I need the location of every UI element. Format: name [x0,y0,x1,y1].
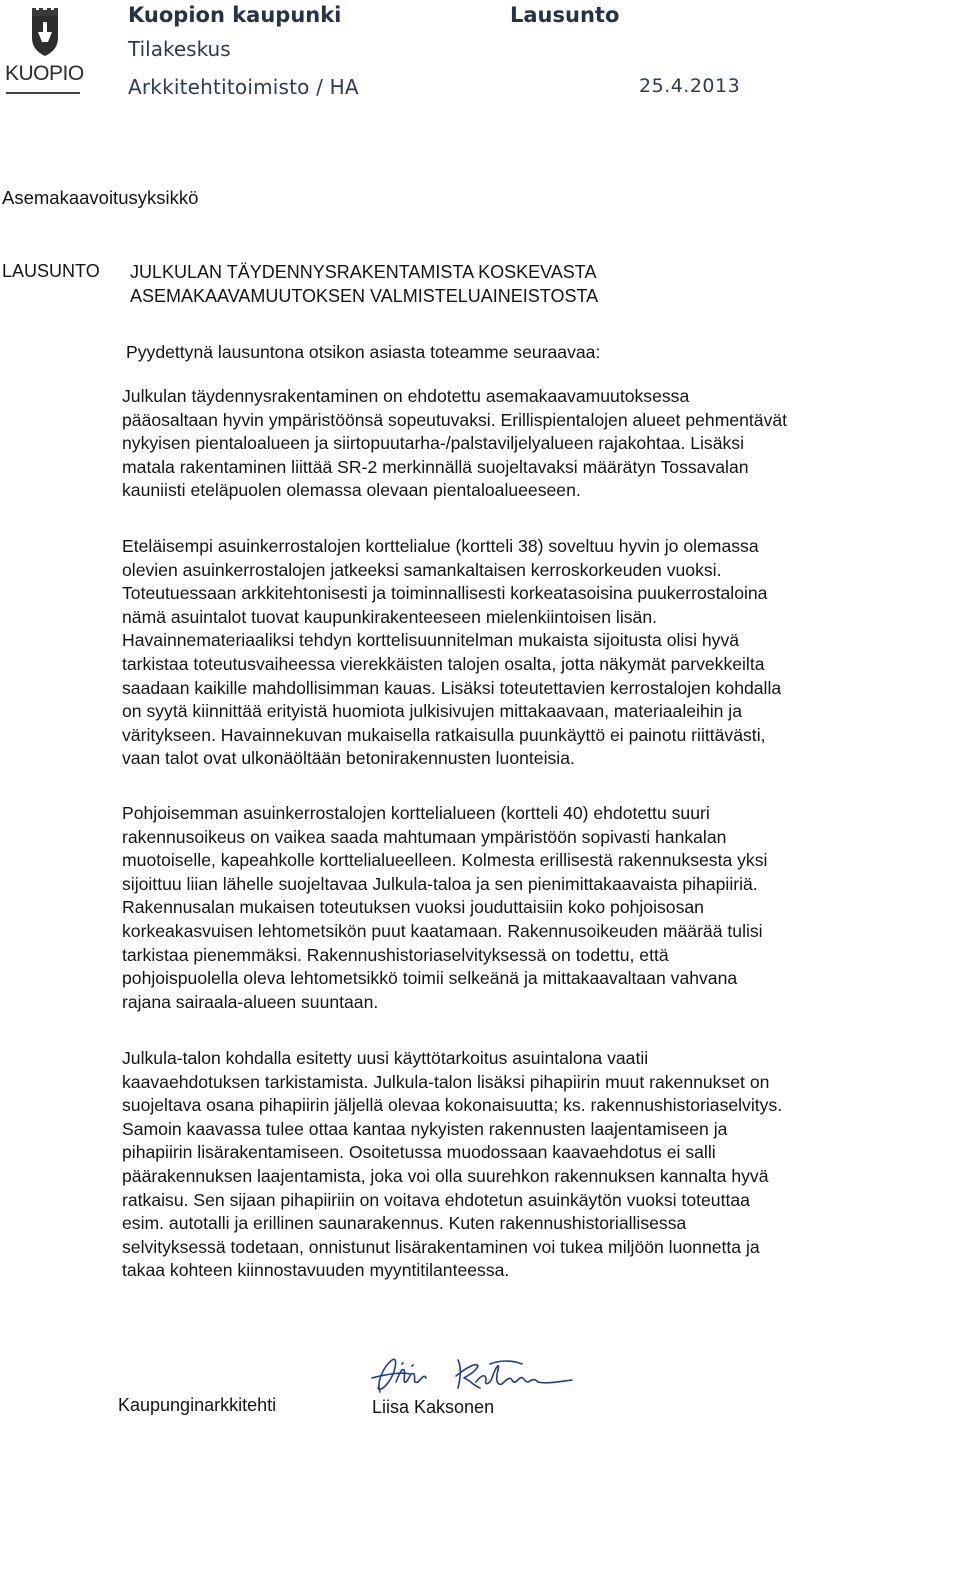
intro-sentence: Pyydettynä lausuntona otsikon asiasta toteamme seuraavaa: [126,342,601,362]
paragraph-line: takaa kohteen kiinnostavuuden myyntitilanteessa. [122,1260,510,1281]
logo-text: KUOPIO [5,62,84,85]
paragraph-line: Samoin kaavassa tulee ottaa kantaa nykyisten rakennusten laajentamiseen ja [122,1118,728,1139]
paragraph-line: tarkistaa toteutusvaiheessa vierekkäisten talojen osalta, jotta näkymät parvekkeilta [122,653,765,674]
paragraph-line: Julkula-talon kohdalla esitetty uusi käyttötarkoitus asuintalona vaatii [122,1048,649,1068]
paragraph-line: rakennusoikeus on vaikea saada mahtumaan ympäristöön sopivasti hankalan [122,826,727,847]
city-crest-icon [28,8,62,62]
paragraph-line: Julkulan täydennysrakentaminen on ehdotettu asemakaavamuutoksessa [122,386,690,406]
department-name: Arkkitehtitoimisto / HA [128,75,359,99]
paragraph-line: on syytä kiinnittää erityistä huomiota julkisivujen mittakaavaan, materiaaleihin ja [122,701,742,722]
paragraph-line: saadaan kaikille mahdollisimman kauas. Lisäksi toteutettavien kerrostalojen kohdalla [122,677,782,698]
paragraph-line: tarkistaa pienemmäksi. Rakennushistoriaselvityksessä on todettu, että [122,944,669,965]
kuopio-logo [4,4,82,96]
logo-divider [6,92,80,94]
paragraph-line: pihapiirin lisärakentamiseen. Osoitetussa muodossaan kaavaehdotus ei salli [122,1142,716,1163]
paragraph-line: rajana sairaala-alueen suuntaan. [122,991,379,1012]
signature-strokes [372,1359,572,1392]
paragraph-line: nämä asuintalot tuovat kaupunkirakenteeseen mielenkiintoisen lisän. [122,606,657,627]
paragraph-line: olevien asuinkerrostalojen jatkeeksi samankaltaisen kerroskorkeuden vuoksi. [122,559,722,580]
paragraph-line: Pohjoisemman asuinkerrostalojen korttelialueen (kortteli 40) ehdotettu suuri [122,803,710,823]
paragraph-line: Toteutuessaan arkkitehtonisesti ja toiminnallisesti korkeatasoisina puukerrostaloina [122,583,768,604]
paragraph [122,802,922,1014]
paragraph-line: kaavaehdotuksen tarkistamista. Julkula-talon lisäksi pihapiirin muut rakennukset on [122,1071,770,1092]
unit-name: Tilakeskus [128,37,231,61]
paragraph [122,385,922,503]
paragraph-line: sijoittuu liian lähelle suojeltavaa Julkula-taloa ja sen pienimittakaavaista pihapiiriä. [122,873,758,894]
paragraph [122,535,922,771]
paragraph-line: Rakennusalan mukaisen toteutuksen vuoksi jouduttaisiin koko pohjoisosan [122,897,704,918]
handwritten-signature [366,1352,584,1398]
paragraph-line: väritykseen. Havainnekuvan mukaisella ratkaisulla puunkäyttö ei painotu riittävästi, [122,724,766,745]
subject-heading [130,260,598,308]
subject-line: JULKULAN TÄYDENNYSRAKENTAMISTA KOSKEVASTA [130,262,597,282]
document-date: 25.4.2013 [639,75,741,97]
paragraph-line: ratkaisu. Sen sijaan pihapiiriin on voitava ehdotetun asuinkäytön vuoksi toteuttaa [122,1189,750,1210]
paragraph-line: pohjoispuolella oleva lehtometsikkö toimii selkeänä ja mittakaavaltaan vahvana [122,968,738,989]
paragraph-line: nykyisen pientaloalueen ja siirtopuutarha-/palstaviljelyalueen rajakohtaa. Lisäksi [122,433,745,454]
paragraph-line: suojeltava osana pihapiirin jäljellä olevaa kokonaisuutta; ks. rakennushistoriaselvitys. [122,1095,783,1116]
paragraph-line: pääosaltaan hyvin ympäristöönsä sopeutuvaksi. Erillispientalojen alueet pehmentävät [122,409,788,430]
paragraph-line: Eteläisempi asuinkerrostalojen korttelialue (kortteli 38) soveltuu hyvin jo olemassa [122,536,759,556]
paragraph-line: selvityksessä todetaan, onnistunut lisärakentaminen voi tukea miljöön luonnetta ja [122,1236,760,1257]
recipient: Asemakaavoitusyksikkö [2,187,199,208]
paragraph-line: korkeakasvuisen lehtometsikön puut kaatamaan. Rakennusoikeuden määrää tulisi [122,920,763,941]
paragraph-line: kauniisti eteläpuolen olemassa olevaan pientaloalueeseen. [122,480,581,501]
paragraph-line: matala rakentaminen liittää SR-2 merkinnällä suojeltavaksi määrätyn Tossavalan [122,456,749,477]
document-type: Lausunto [510,3,620,27]
paragraph-line: muotoiselle, kapeahkolle korttelialueelleen. Kolmesta erillisestä rakennuksesta yksi [122,850,768,871]
signer-name: Liisa Kaksonen [372,1397,495,1417]
paragraph [122,1047,922,1283]
paragraph-line: esim. autotalli ja erillinen saunarakennus. Kuten rakennushistoriallisessa [122,1213,687,1234]
subject-label: LAUSUNTO [2,261,100,281]
organization-name: Kuopion kaupunki [128,3,342,27]
paragraph-line: päärakennuksen laajentamista, joka voi olla suurehkon rakennuksen kannalta hyvä [122,1165,769,1186]
paragraph-line: vaan talot ovat ulkonäöltään betonirakennusten luonteisia. [122,748,575,769]
paragraph-line: Havainnemateriaaliksi tehdyn korttelisuunnitelman mukaista sijoitusta olisi hyvä [122,630,740,651]
signer-title: Kaupunginarkkitehti [118,1395,277,1415]
subject-line: ASEMAKAAVAMUUTOKSEN VALMISTELUAINEISTOSTA [130,286,599,306]
